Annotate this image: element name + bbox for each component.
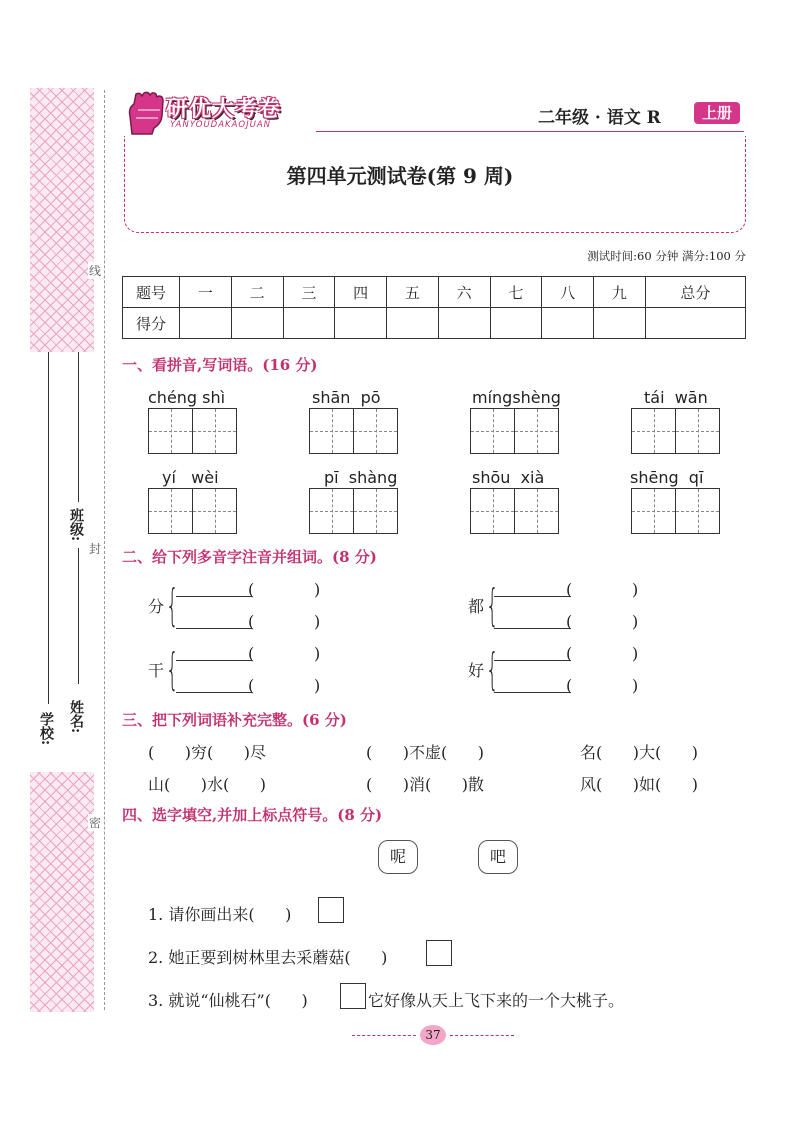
answer-line[interactable] [494, 596, 570, 597]
volume-badge: 上册 [694, 102, 740, 124]
col-6: 六 [438, 277, 490, 308]
margin-lattice-top [30, 88, 94, 352]
school-field[interactable] [48, 352, 49, 704]
paren-close: ) [314, 612, 321, 631]
header-rule [316, 131, 744, 132]
polyphone-char: 分 [148, 597, 165, 616]
row-label-score: 得分 [123, 308, 180, 339]
question-3-rest: 它好像从天上飞下来的一个大桃子。 [368, 991, 625, 1010]
paren-close: ) [314, 676, 321, 695]
score-cell[interactable] [180, 308, 232, 339]
option-ba: 吧 [478, 840, 518, 874]
idiom-blank[interactable]: 名( )大( ) [580, 743, 699, 762]
col-8: 八 [542, 277, 594, 308]
table-row [123, 308, 746, 339]
section3-title: 三、把下列词语补充完整。(6 分) [122, 711, 347, 729]
paren-close: ) [632, 580, 639, 599]
idiom-blank[interactable]: 风( )如( ) [580, 775, 699, 794]
tian-grid[interactable] [148, 488, 237, 534]
score-cell[interactable] [231, 308, 283, 339]
col-4: 四 [335, 277, 387, 308]
paren-open: ( [248, 612, 255, 631]
pinyin: míngshèng [472, 388, 561, 407]
pinyin: chéng shì [148, 388, 226, 407]
tian-grid[interactable] [631, 408, 720, 454]
paren-open: ( [566, 644, 573, 663]
score-cell[interactable] [387, 308, 439, 339]
paren-close: ) [632, 612, 639, 631]
paren-open: ( [566, 676, 573, 695]
tian-grid[interactable] [148, 408, 237, 454]
name-label: 姓名: [68, 700, 84, 734]
score-cell[interactable] [490, 308, 542, 339]
score-cell[interactable] [645, 308, 745, 339]
section2-title: 二、给下列多音字注音并组词。(8 分) [122, 548, 377, 566]
logo-subtext: YANYOUDAKAOJUAN [170, 120, 272, 130]
paren-open: ( [248, 580, 255, 599]
idiom-blank[interactable]: ( )穷( )尽 [148, 743, 267, 762]
logo [122, 90, 312, 136]
score-cell[interactable] [335, 308, 387, 339]
brace-icon: { [486, 644, 499, 695]
answer-line[interactable] [176, 628, 252, 629]
col-9: 九 [594, 277, 646, 308]
answer-line[interactable] [176, 660, 252, 661]
punctuation-box[interactable] [426, 940, 452, 966]
paren-close: ) [314, 644, 321, 663]
col-2: 二 [231, 277, 283, 308]
tian-grid[interactable] [309, 488, 398, 534]
section1-title: 一、看拼音,写词语。(16 分) [122, 356, 318, 374]
pinyin: pī shàng [324, 468, 398, 487]
paren-close: ) [314, 580, 321, 599]
score-table [122, 276, 746, 339]
seal-char-secret: 密 [88, 816, 101, 830]
idiom-blank[interactable]: ( )消( )散 [366, 775, 485, 794]
polyphone-char: 干 [148, 661, 165, 680]
paren-open: ( [566, 612, 573, 631]
paren-open: ( [566, 580, 573, 599]
pinyin: shōu xià [472, 468, 545, 487]
tian-grid[interactable] [631, 488, 720, 534]
option-ne: 呢 [378, 840, 418, 874]
margin-lattice-bottom [30, 772, 94, 1012]
polyphone-char: 好 [468, 661, 485, 680]
brace-icon: { [166, 580, 179, 631]
col-5: 五 [387, 277, 439, 308]
page-number: 37 [420, 1025, 446, 1045]
footer-rule-left [352, 1035, 416, 1036]
col-7: 七 [490, 277, 542, 308]
answer-line[interactable] [494, 692, 570, 693]
paren-close: ) [632, 676, 639, 695]
answer-line[interactable] [494, 660, 570, 661]
pinyin: shān pō [312, 388, 381, 407]
col-total: 总分 [645, 277, 745, 308]
tian-grid[interactable] [470, 488, 559, 534]
class-field[interactable] [78, 352, 79, 502]
footer-rule-right [450, 1035, 514, 1036]
logo-text: 研优大考卷 [166, 97, 282, 122]
paren-open: ( [248, 644, 255, 663]
school-label: 学校: [38, 712, 54, 746]
brace-icon: { [486, 580, 499, 631]
class-field-2[interactable] [78, 548, 79, 684]
polyphone-char: 都 [468, 597, 485, 616]
score-cell[interactable] [283, 308, 335, 339]
question-2: 2. 她正要到树林里去采蘑菇( ) [148, 948, 388, 967]
section4-title: 四、选字填空,并加上标点符号。(8 分) [122, 806, 383, 824]
pinyin: tái wān [644, 388, 708, 407]
tian-grid[interactable] [309, 408, 398, 454]
question-1: 1. 请你画出来( ) [148, 905, 292, 924]
score-cell[interactable] [438, 308, 490, 339]
answer-line[interactable] [494, 628, 570, 629]
grade-subject: 二年级 · 语文 R [538, 108, 661, 128]
pinyin: shēng qī [630, 468, 704, 487]
col-3: 三 [283, 277, 335, 308]
punctuation-box[interactable] [318, 897, 344, 923]
page-title: 第四单元测试卷(第 9 周) [286, 164, 514, 188]
idiom-blank[interactable]: ( )不虚( ) [366, 743, 485, 762]
fist-icon [122, 90, 166, 136]
score-cell[interactable] [542, 308, 594, 339]
answer-line[interactable] [176, 692, 252, 693]
brace-icon: { [166, 644, 179, 695]
seal-char-seal: 封 [88, 542, 101, 556]
seal-dashed-line [104, 90, 105, 1010]
question-3: 3. 就说“仙桃石”( ) [148, 991, 308, 1010]
table-row [123, 277, 746, 308]
tian-grid[interactable] [470, 408, 559, 454]
class-label: 班级: [68, 508, 84, 542]
idiom-blank[interactable]: 山( )水( ) [148, 775, 267, 794]
punctuation-box[interactable] [340, 983, 366, 1009]
col-1: 一 [180, 277, 232, 308]
seal-char-line: 线 [88, 264, 101, 278]
pinyin: yí wèi [162, 468, 219, 487]
time-info: 测试时间:60 分钟 满分:100 分 [587, 249, 746, 263]
paren-open: ( [248, 676, 255, 695]
answer-line[interactable] [176, 596, 252, 597]
score-cell[interactable] [594, 308, 646, 339]
row-label-number: 题号 [123, 277, 180, 308]
paren-close: ) [632, 644, 639, 663]
